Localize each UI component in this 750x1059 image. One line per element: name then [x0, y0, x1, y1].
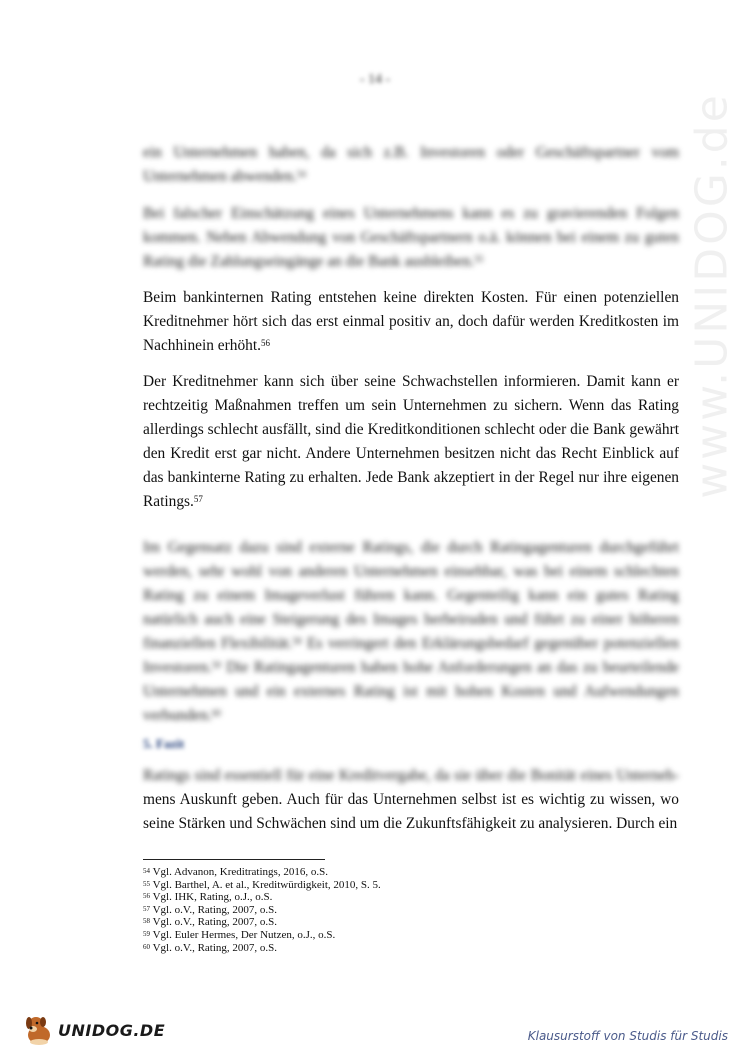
paragraph-3 [143, 286, 679, 358]
footnote-text: Vgl. IHK, Rating, o.J., o.S. [152, 891, 273, 904]
paragraph-2-text: Bei falscher Einschätzung eines Unternehmens kann es zu gravierenden Folgen kommen. Neben Abwendung von Geschäftspartnern o.ä. können bei einem zu guten Rating die Zahlungseingänge an die Bank ausbleiben. [143, 205, 679, 270]
footnote-text: Vgl. Euler Hermes, Der Nutzen, o.J., o.S. [152, 928, 336, 941]
footnote-text: Vgl. Barthel, A. et al., Kreditwürdigkeit, 2010, S. 5. [152, 878, 381, 891]
footnote-list [143, 866, 381, 954]
footnote-item [143, 891, 381, 904]
footnote-text: Vgl. o.V., Rating, 2007, o.S. [152, 941, 278, 954]
footnote-number: 56 [143, 892, 150, 901]
paragraph-3-text: Beim bankinternen Rating entstehen keine direkten Kosten. Für einen potenziellen Kreditnehmer hört sich das erst einmal positiv an, doch dafür werden Kreditkosten im Nachhinein erhöht. [143, 289, 679, 354]
footnote-ref-58: 58 [292, 636, 302, 646]
footnote-ref-54: 54 [296, 169, 306, 179]
footnote-item [143, 916, 381, 929]
footnote-ref-56: 56 [260, 338, 270, 348]
paragraph-1 [143, 141, 679, 189]
section-heading: 5. Fazit [143, 736, 185, 751]
dog-mascot-icon [22, 1013, 56, 1047]
unidog-logo[interactable] [22, 1010, 165, 1050]
paragraph-5-text-a: Im Gegensatz dazu sind externe Ratings, die durch Ratingagenturen durchgeführt werden, sehr wohl von anderen Unternehmen einsehbar, was bei einem schlechten Rating zu einem Imageverlust führen kann. Gegenteilig kann ein gutes Rating natürlich auch eine Steigerung des Images herbeiruden und führt zu einer höheren finanziellen Flexibilität. [143, 539, 679, 652]
footnote-text: Vgl. Advanon, Kreditratings, 2016, o.S. [152, 866, 328, 878]
footnote-number: 54 [143, 867, 150, 875]
footnote-separator [143, 859, 325, 860]
footnote-item [143, 904, 381, 917]
footnote-number: 59 [143, 929, 150, 938]
conclusion-paragraph [143, 764, 679, 836]
paragraph-5-text-c: Die Ratingagenturen haben hohe Anforderungen an das zu beurteilende Unternehmen und ein externes Rating ist mit hohen Kosten und Aufwendungen verbunden. [143, 659, 679, 724]
footnote-item [143, 866, 381, 879]
footnote-ref-57: 57 [193, 494, 203, 504]
paragraph-5 [143, 536, 679, 728]
footnote-number: 57 [143, 904, 150, 913]
footer-slogan: Klausurstoff von Studis für Studis [527, 1029, 728, 1043]
footnote-ref-60: 60 [211, 708, 221, 718]
footnote-text: Vgl. o.V., Rating, 2007, o.S. [152, 903, 278, 916]
paragraph-4-text: Der Kreditnehmer kann sich über seine Schwachstellen informieren. Damit kann er rechtzeitig Maßnahmen treffen um sein Unternehmen zu sichern. Wenn das Rating allerdings schlecht ausfällt, sind die Kreditkonditionen schlecht oder die Bank gewährt den Kredit erst gar nicht. Andere Unternehmen besitzen nicht das Recht Einblick auf das bankinterne Rating zu erhalten. Jede Bank akzeptiert in der Regel nur ihre eigenen Ratings. [143, 373, 679, 510]
paragraph-5-text-b: Es verringert den Erklärungsbedarf gegenüber potenziellen Investoren. [143, 635, 679, 676]
footnote-text: Vgl. o.V., Rating, 2007, o.S. [152, 916, 278, 929]
footnote-number: 55 [143, 879, 150, 888]
footnote-number: 58 [143, 917, 150, 926]
logo-text: UNIDOG.DE [58, 1020, 166, 1040]
footnote-item [143, 929, 381, 942]
footnote-item [143, 942, 381, 955]
conclusion-blurred-text: Ratings sind essentiell für eine Kreditvergabe, da sie über die Bonität eines Unterneh- [143, 767, 679, 784]
footnote-item [143, 879, 381, 892]
paragraph-4 [143, 370, 679, 514]
watermark: www.UNIDOG.de [686, 92, 738, 499]
footnote-number: 60 [143, 942, 150, 951]
paragraph-1-text: ein Unternehmen haben, da sich z.B. Investoren oder Geschäftspartner vom Unternehmen abwenden. [143, 144, 679, 185]
conclusion-clear-text: mens Auskunft geben. Auch für das Unternehmen selbst ist es wichtig zu wissen, wo seine Stärken und Schwächen sind um die Zukunftsfähigkeit zu analysieren. Durch ein [143, 791, 679, 832]
footnote-ref-59: 59 [211, 660, 221, 670]
footnote-ref-55: 55 [474, 254, 484, 264]
page-number: - 14 - [359, 72, 391, 87]
paragraph-2 [143, 202, 679, 274]
